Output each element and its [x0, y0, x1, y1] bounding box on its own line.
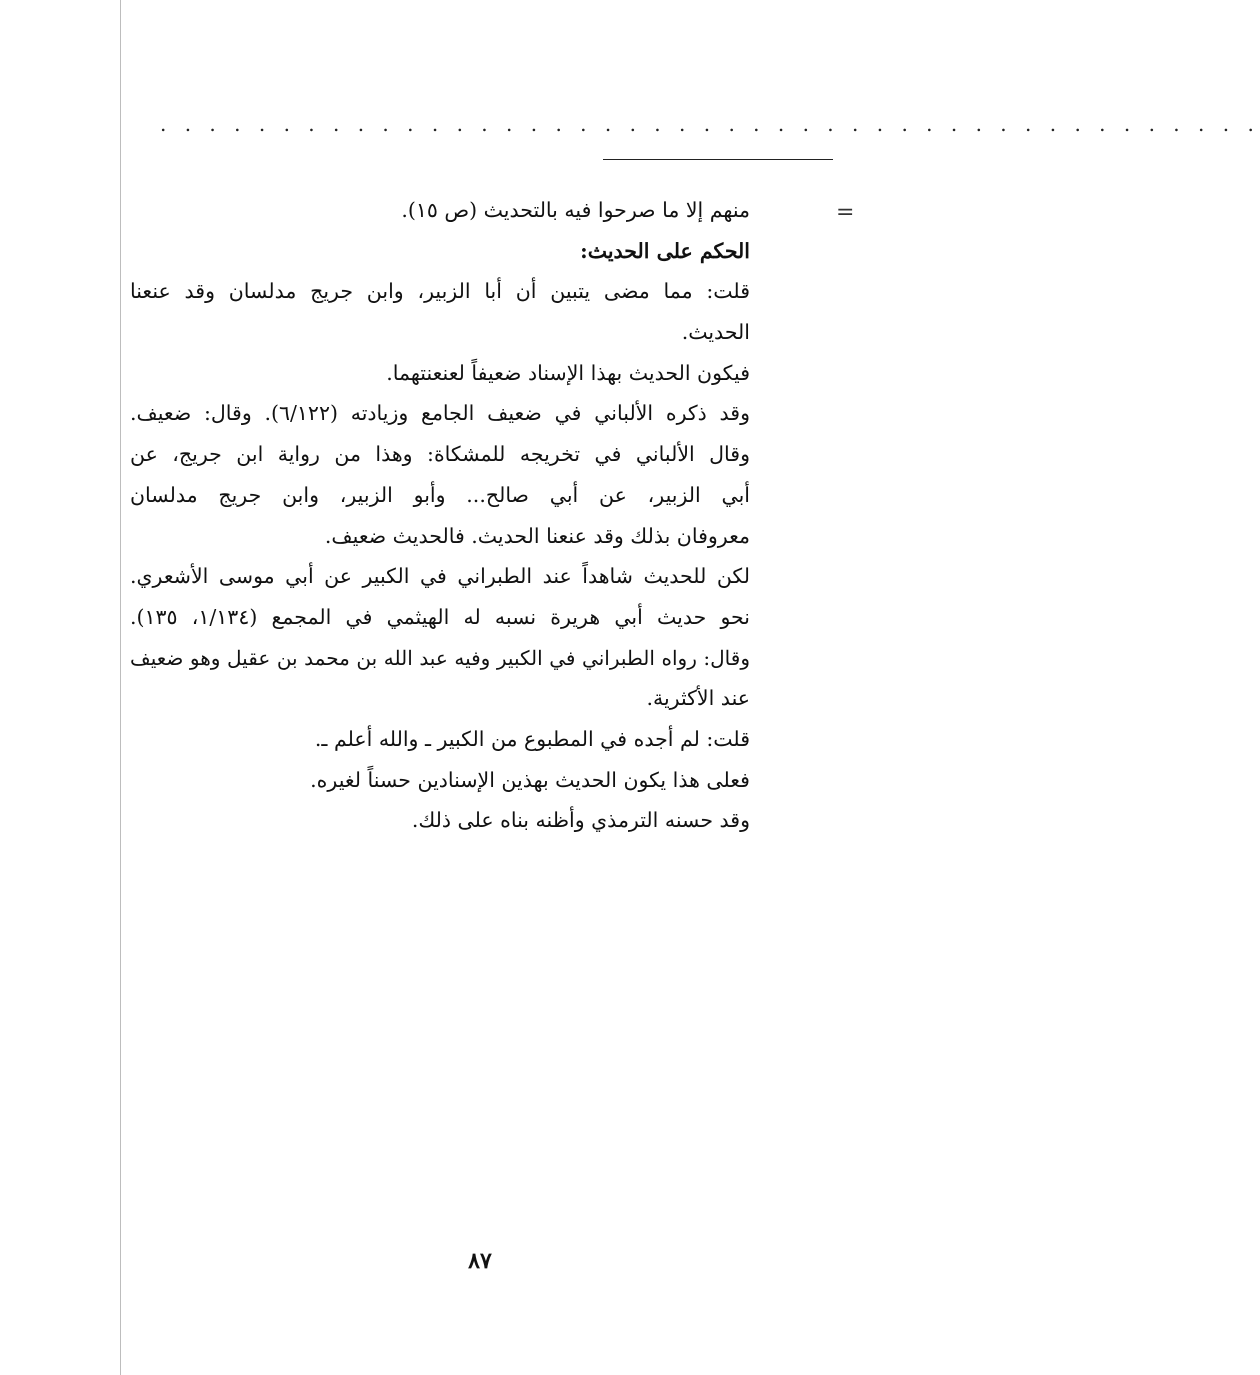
- text-line: أبي الزبير، عن أبي صالح... وأبو الزبير، وابن جريج مدلسان: [130, 482, 750, 507]
- section-heading: الحكم على الحديث:: [580, 238, 750, 263]
- text-line: وقد ذكره الألباني في ضعيف الجامع وزيادته (٦/١٢٢). وقال: ضعيف.: [130, 401, 750, 426]
- text-line: لكن للحديث شاهداً عند الطبراني في الكبير عن أبي موسى الأشعري.: [130, 564, 750, 589]
- text-line: فيكون الحديث بهذا الإسناد ضعيفاً لعنعنتهما.: [386, 360, 750, 385]
- text-line: وقال الألباني في تخريجه للمشكاة: وهذا من رواية ابن جريج، عن: [130, 442, 750, 467]
- footnote-separator-rule: [603, 159, 833, 160]
- text-line: وقد حسنه الترمذي وأظنه بناه على ذلك.: [411, 808, 750, 833]
- text-line: نحو حديث أبي هريرة نسبه له الهيثمي في المجمع (١/١٣٤، ١٣٥).: [130, 604, 750, 629]
- text-line: معروفان بذلك وقد عنعنا الحديث. فالحديث ضعيف.: [324, 523, 750, 548]
- continuation-mark: =: [836, 200, 855, 225]
- text-line: قلت: مما مضى يتبين أن أبا الزبير، وابن جريج مدلسان وقد عنعنا: [130, 279, 750, 304]
- text-line: عند الأكثرية.: [646, 686, 750, 711]
- text-line: الحديث.: [681, 320, 750, 345]
- text-line: منهم إلا ما صرحوا فيه بالتحديث (ص ١٥).: [401, 198, 750, 222]
- page-binding-edge: [120, 0, 121, 1375]
- text-line: فعلى هذا يكون الحديث بهذين الإسنادين حسناً لغيره.: [310, 767, 750, 792]
- text-line: قلت: لم أجده في المطبوع من الكبير ـ والله أعلم ـ.: [314, 726, 750, 751]
- page-number: ٨٧: [468, 1248, 492, 1274]
- footnote-text-block: [130, 190, 750, 841]
- text-line: وقال: رواه الطبراني في الكبير وفيه عبد الله بن محمد بن عقيل وهو ضعيف: [130, 645, 750, 670]
- continuation-dots: . . . . . . . . . . . . . . . . . . . . . . . . . . . . . . . . . . . . . . . . . . . . .: [160, 112, 1260, 136]
